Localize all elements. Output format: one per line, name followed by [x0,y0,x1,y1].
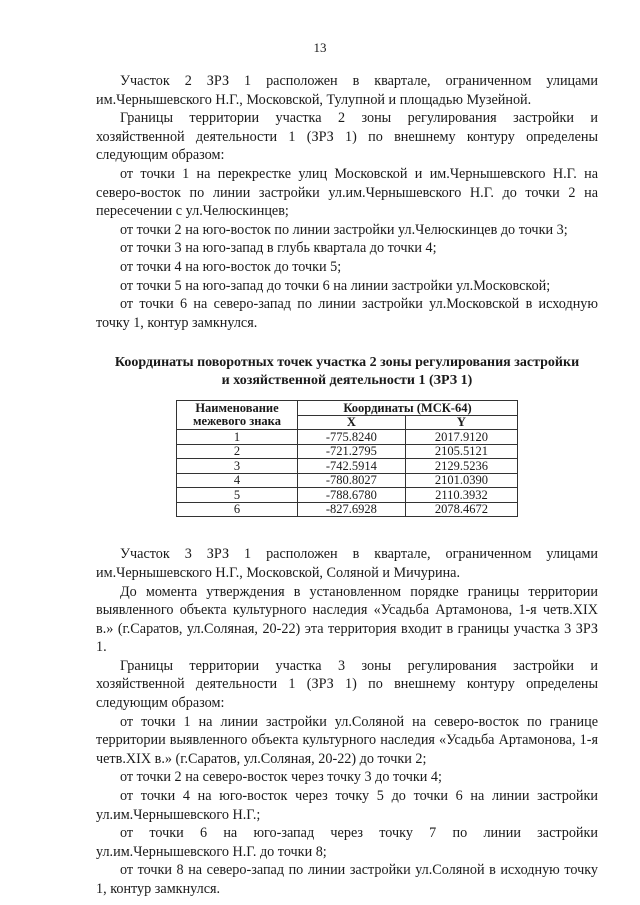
list-item: от точки 2 на северо-восток через точку 3 до точки 4; [120,769,442,786]
cell-name: 2 [177,444,298,459]
list-item: от точки 6 на северо-запад по линии застройки ул.Московской в исходную точку 1, контур замкнулся. [96,296,598,331]
table-row [177,488,518,503]
paragraph-section1-bounds: Границы территории участка 2 зоны регулирования застройки и хозяйственной деятельности 1 (ЗРЗ 1) по внешнему контуру определены следующим образом: [96,110,598,164]
list-item: от точки 4 на юго-восток через точку 5 до точки 6 на линии застройки ул.им.Чернышевского Н.Г.; [96,788,598,823]
cell-x: -780.8027 [298,473,406,488]
cell-y: 2017.9120 [405,430,517,445]
table-row [177,502,518,517]
cell-y: 2078.4672 [405,502,517,517]
paragraph-section1-intro: Участок 2 ЗРЗ 1 расположен в квартале, ограниченном улицами им.Чернышевского Н.Г., Московской, Тулупной и площадью Музейной. [96,73,598,108]
cell-y: 2129.5236 [405,459,517,474]
cell-y: 2105.5121 [405,444,517,459]
list-item: от точки 4 на юго-восток до точки 5; [120,258,342,275]
col-header-y: Y [405,415,517,430]
paragraph-section2-note: До момента утверждения в установленном порядке границы территории выявленного объекта культурного наследия «Усадьба Артамонова, 1-я четв.XIX в.» (г.Саратов, ул.Соляная, 20-22) эта территория входит в границы участка 3 ЗРЗ 1. [96,583,598,656]
list-item: от точки 6 на юго-запад через точку 7 по линии застройки ул.им.Чернышевского Н.Г. до точки 8; [96,825,598,860]
table-row [177,430,518,445]
cell-name: 5 [177,488,298,503]
col-header-coords: Координаты (МСК-64) [298,401,518,416]
cell-x: -721.2795 [298,444,406,459]
table-title-line2: и хозяйственной деятельности 1 (ЗРЗ 1) [221,373,473,389]
coordinates-table [176,400,518,517]
list-item: от точки 8 на северо-запад по линии застройки ул.Соляной в исходную точку 1, контур замкнулся. [96,862,598,897]
list-item: от точки 3 на юго-запад в глубь квартала до точки 4; [120,240,437,257]
document-body [96,72,598,899]
col-header-x: X [298,415,406,430]
col-header-name: Наименование межевого знака [177,401,298,430]
list-item: от точки 1 на перекрестке улиц Московской и им.Чернышевского Н.Г. на северо-восток по линии застройки ул.им.Чернышевского Н.Г. до точки 2 на пересечении с ул.Челюскинцев; [96,165,598,220]
table-title-line1: Координаты поворотных точек участка 2 зоны регулирования застройки [114,355,580,371]
cell-name: 6 [177,502,298,517]
table-row [177,473,518,488]
page-number: 13 [313,40,327,55]
table-title [96,354,598,390]
paragraph-section2-intro: Участок 3 ЗРЗ 1 расположен в квартале, ограниченном улицами им.Чернышевского Н.Г., Московской, Соляной и Мичурина. [96,546,598,581]
list-item: от точки 1 на линии застройки ул.Соляной на северо-восток по границе территории выявленного объекта культурного наследия «Усадьба Артамонова, 1-я четв.XIX в.» (г.Саратов, ул.Соляная, 20-22) до точки 2; [96,713,598,767]
cell-x: -827.6928 [298,502,406,517]
table-row [177,459,518,474]
cell-name: 4 [177,473,298,488]
cell-x: -788.6780 [298,488,406,503]
cell-y: 2110.3932 [405,488,517,503]
cell-y: 2101.0390 [405,473,517,488]
table-row [177,444,518,459]
cell-name: 1 [177,430,298,445]
list-item: от точки 5 на юго-запад до точки 6 на линии застройки ул.Московской; [120,277,551,294]
cell-x: -742.5914 [298,459,406,474]
list-item: от точки 2 на юго-восток по линии застройки ул.Челюскинцев до точки 3; [120,221,568,238]
cell-x: -775.8240 [298,430,406,445]
cell-name: 3 [177,459,298,474]
paragraph-section2-bounds: Границы территории участка 3 зоны регулирования застройки и хозяйственной деятельности 1 (ЗРЗ 1) по внешнему контуру определены следующим образом: [96,657,598,712]
